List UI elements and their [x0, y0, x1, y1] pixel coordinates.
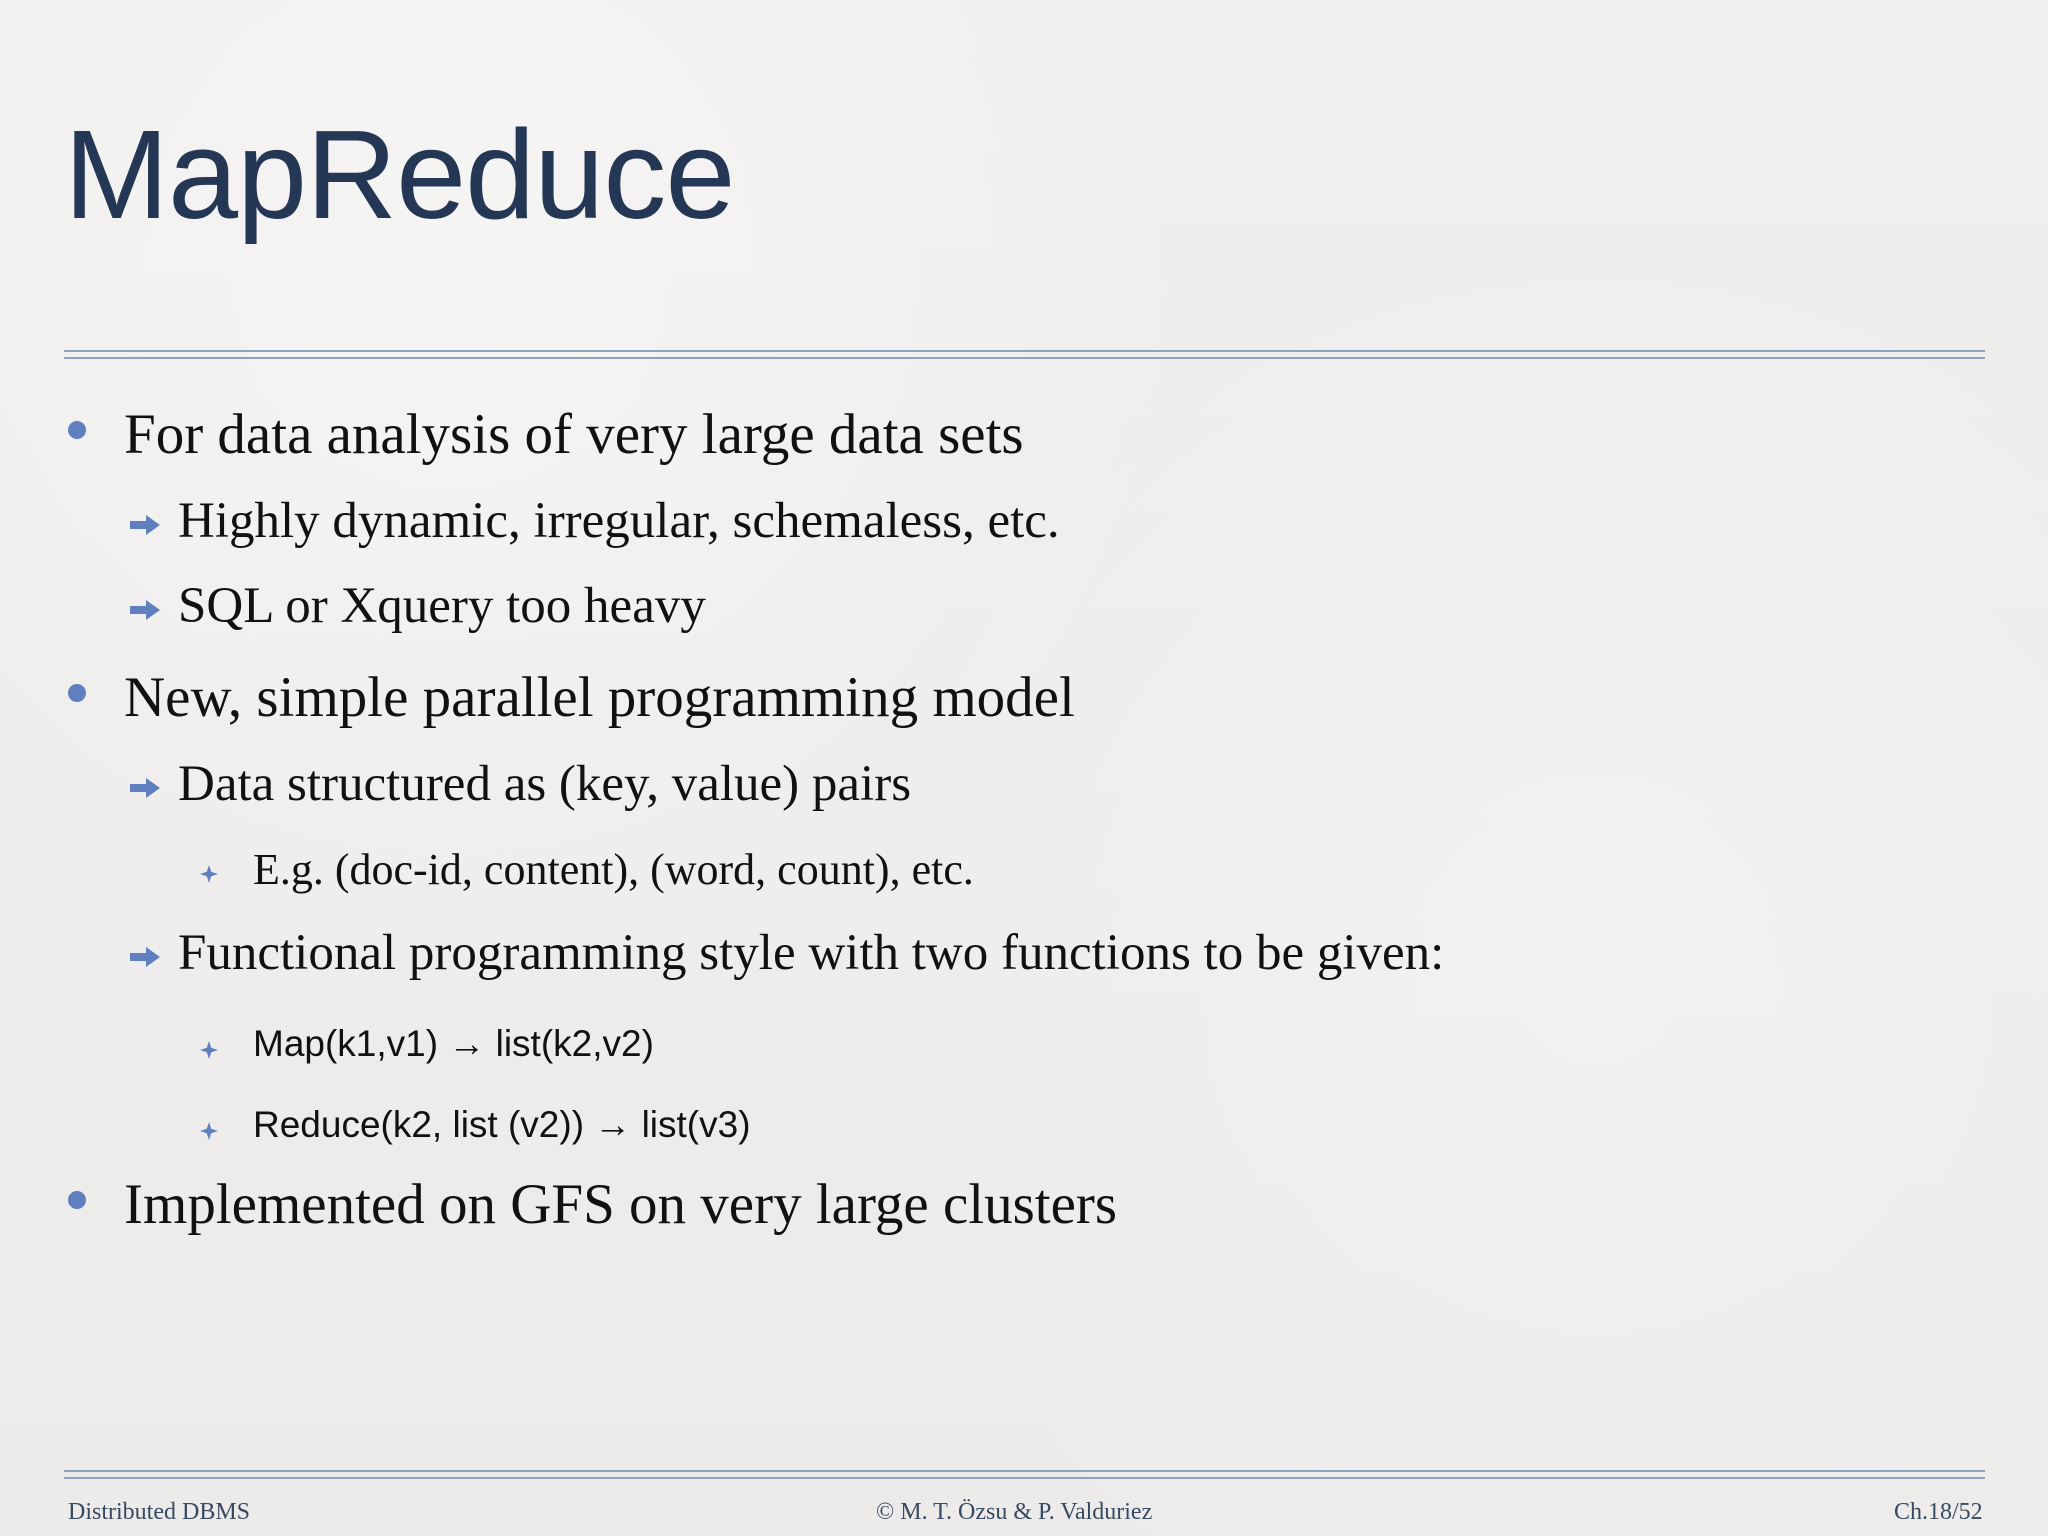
- bullet-2-text: New, simple parallel programming model: [124, 666, 1075, 729]
- bullet-2-1: [128, 758, 911, 812]
- bullet-1-2: [128, 580, 706, 634]
- reduce-function-text: Reduce(k2, list (v2)) → list(v3): [253, 1104, 751, 1145]
- footer-center-label: © M. T. Özsu & P. Valduriez: [876, 1499, 1153, 1525]
- bullet-1: [68, 405, 1024, 465]
- dot-bullet-icon: [68, 421, 86, 439]
- bullet-2-2-1: [199, 1022, 654, 1066]
- star-bullet-icon: [199, 1040, 219, 1060]
- bullet-2-1-text: Data structured as (key, value) pairs: [178, 756, 912, 812]
- dot-bullet-icon: [68, 1191, 86, 1209]
- bottom-rule: [64, 1470, 1985, 1472]
- slide-title: MapReduce: [64, 104, 735, 245]
- star-bullet-icon: [199, 864, 219, 884]
- map-function-text: Map(k1,v1) → list(k2,v2): [253, 1023, 654, 1064]
- bullet-3-text: Implemented on GFS on very large clusters: [124, 1173, 1118, 1236]
- arrow-bullet-icon: [128, 598, 162, 622]
- star-bullet-icon: [199, 1121, 219, 1141]
- footer-left-label: Distributed DBMS: [68, 1499, 251, 1525]
- bullet-1-1-text: Highly dynamic, irregular, schemaless, etc.: [178, 493, 1060, 549]
- bullet-1-1: [128, 495, 1060, 549]
- bullet-2-1-1-text: E.g. (doc-id, content), (word, count), etc.: [253, 845, 974, 894]
- arrow-bullet-icon: [128, 945, 162, 969]
- bullet-3: [68, 1175, 1117, 1235]
- bullet-2-1-1: [199, 846, 974, 894]
- arrow-bullet-icon: [128, 513, 162, 537]
- bullet-1-text: For data analysis of very large data sets: [124, 403, 1024, 466]
- bullet-1-2-text: SQL or Xquery too heavy: [178, 578, 706, 634]
- footer-right-label: Ch.18/52: [1894, 1499, 1983, 1525]
- bullet-2-2: [128, 927, 1444, 981]
- bullet-2-2-text: Functional programming style with two functions to be given:: [178, 925, 1445, 981]
- dot-bullet-icon: [68, 684, 86, 702]
- bullet-2-2-2: [199, 1103, 751, 1147]
- bullet-2: [68, 668, 1075, 728]
- arrow-bullet-icon: [128, 776, 162, 800]
